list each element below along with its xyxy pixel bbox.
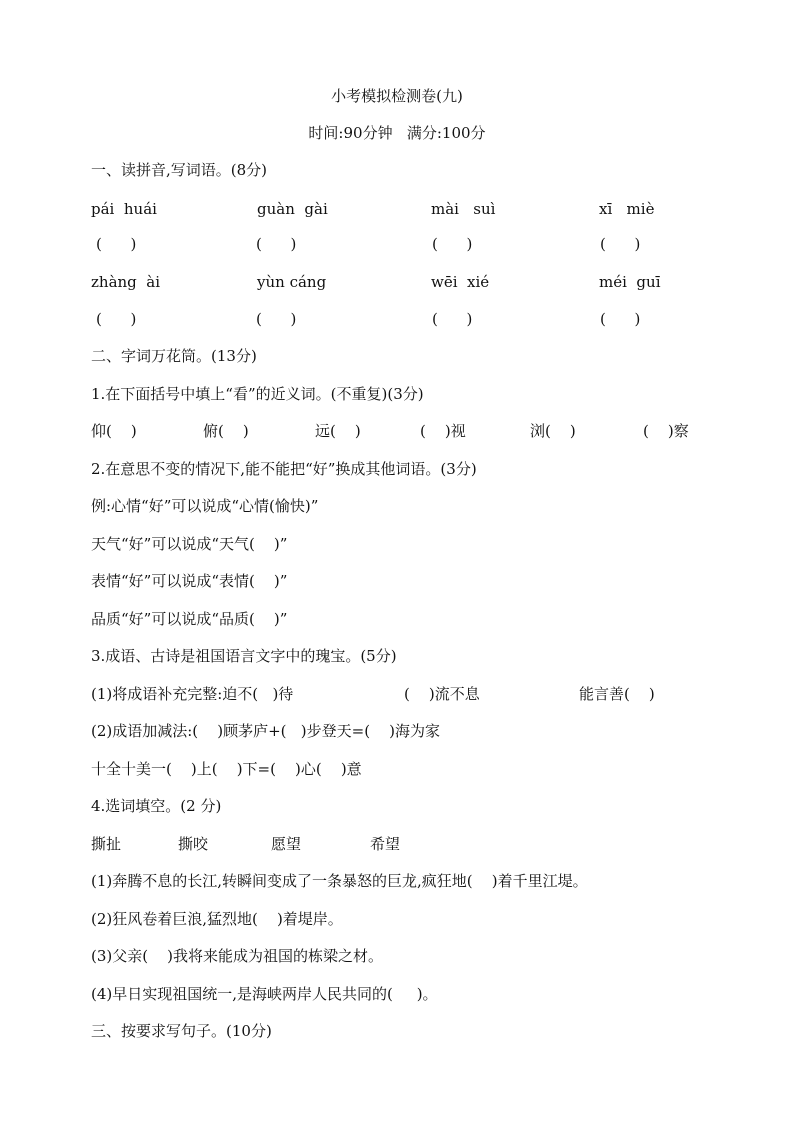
question-4-line[interactable]: (4)早日实现祖国统一,是海峡两岸人民共同的( )。 bbox=[91, 985, 438, 1003]
question-4-stem: 4.选词填空。(2 分) bbox=[91, 797, 222, 815]
pinyin-item: wēi xié bbox=[431, 273, 490, 291]
pinyin-item: mài suì bbox=[431, 200, 496, 218]
question-2-line[interactable]: 天气“好”可以说成“天气( )” bbox=[91, 535, 288, 553]
pinyin-item: xī miè bbox=[599, 200, 655, 218]
pinyin-item: pái huái bbox=[91, 200, 157, 218]
fill-item[interactable]: 远( ) bbox=[315, 422, 361, 440]
section-2-heading: 二、字词万花筒。(13分) bbox=[91, 347, 257, 365]
fill-item[interactable]: ( )察 bbox=[643, 422, 689, 440]
answer-blank[interactable]: ( ) bbox=[96, 235, 137, 253]
question-3-line-2[interactable]: (2)成语加减法:( )顾茅庐+( )步登天=( )海为家 bbox=[91, 722, 441, 740]
idiom-fill[interactable]: ( )流不息 bbox=[404, 685, 480, 703]
question-4-line[interactable]: (2)狂风卷着巨浪,猛烈地( )着堤岸。 bbox=[91, 910, 343, 928]
answer-blank[interactable]: ( ) bbox=[256, 310, 297, 328]
question-1-stem: 1.在下面括号中填上“看”的近义词。(不重复)(3分) bbox=[91, 385, 424, 403]
answer-blank[interactable]: ( ) bbox=[256, 235, 297, 253]
idiom-fill[interactable]: 能言善( ) bbox=[579, 685, 655, 703]
section-3-heading: 三、按要求写句子。(10分) bbox=[91, 1022, 272, 1040]
question-2-line[interactable]: 表情“好”可以说成“表情( )” bbox=[91, 572, 288, 590]
answer-blank[interactable]: ( ) bbox=[600, 310, 641, 328]
word-option: 撕扯 bbox=[91, 835, 122, 853]
question-4-line[interactable]: (3)父亲( )我将来能成为祖国的栋梁之材。 bbox=[91, 947, 384, 965]
section-1-heading: 一、读拼音,写词语。(8分) bbox=[91, 161, 268, 179]
answer-blank[interactable]: ( ) bbox=[432, 235, 473, 253]
answer-blank[interactable]: ( ) bbox=[432, 310, 473, 328]
answer-blank[interactable]: ( ) bbox=[96, 310, 137, 328]
exam-meta: 时间:90分钟 满分:100分 bbox=[308, 124, 486, 142]
exam-title: 小考模拟检测卷(九) bbox=[331, 87, 463, 105]
word-option: 愿望 bbox=[271, 835, 302, 853]
fill-item[interactable]: 浏( ) bbox=[530, 422, 576, 440]
question-2-stem: 2.在意思不变的情况下,能不能把“好”换成其他词语。(3分) bbox=[91, 460, 477, 478]
fill-item[interactable]: 仰( ) bbox=[91, 422, 137, 440]
answer-blank[interactable]: ( ) bbox=[600, 235, 641, 253]
pinyin-item: guàn gài bbox=[257, 200, 328, 218]
pinyin-item: zhàng ài bbox=[91, 273, 161, 291]
question-4-line[interactable]: (1)奔腾不息的长江,转瞬间变成了一条暴怒的巨龙,疯狂地( )着千里江堤。 bbox=[91, 872, 588, 890]
question-3-stem: 3.成语、古诗是祖国语言文字中的瑰宝。(5分) bbox=[91, 647, 397, 665]
pinyin-item: yùn cáng bbox=[257, 273, 327, 291]
word-option: 撕咬 bbox=[178, 835, 209, 853]
question-2-example: 例:心情“好”可以说成“心情(愉快)” bbox=[91, 497, 319, 515]
idiom-fill[interactable]: (1)将成语补充完整:迫不( )待 bbox=[91, 685, 294, 703]
word-option: 希望 bbox=[370, 835, 401, 853]
fill-item[interactable]: ( )视 bbox=[420, 422, 466, 440]
fill-item[interactable]: 俯( ) bbox=[203, 422, 249, 440]
pinyin-item: méi guī bbox=[599, 273, 661, 291]
question-2-line[interactable]: 品质“好”可以说成“品质( )” bbox=[91, 610, 288, 628]
question-3-line-3[interactable]: 十全十美一( )上( )下=( )心( )意 bbox=[91, 760, 362, 778]
